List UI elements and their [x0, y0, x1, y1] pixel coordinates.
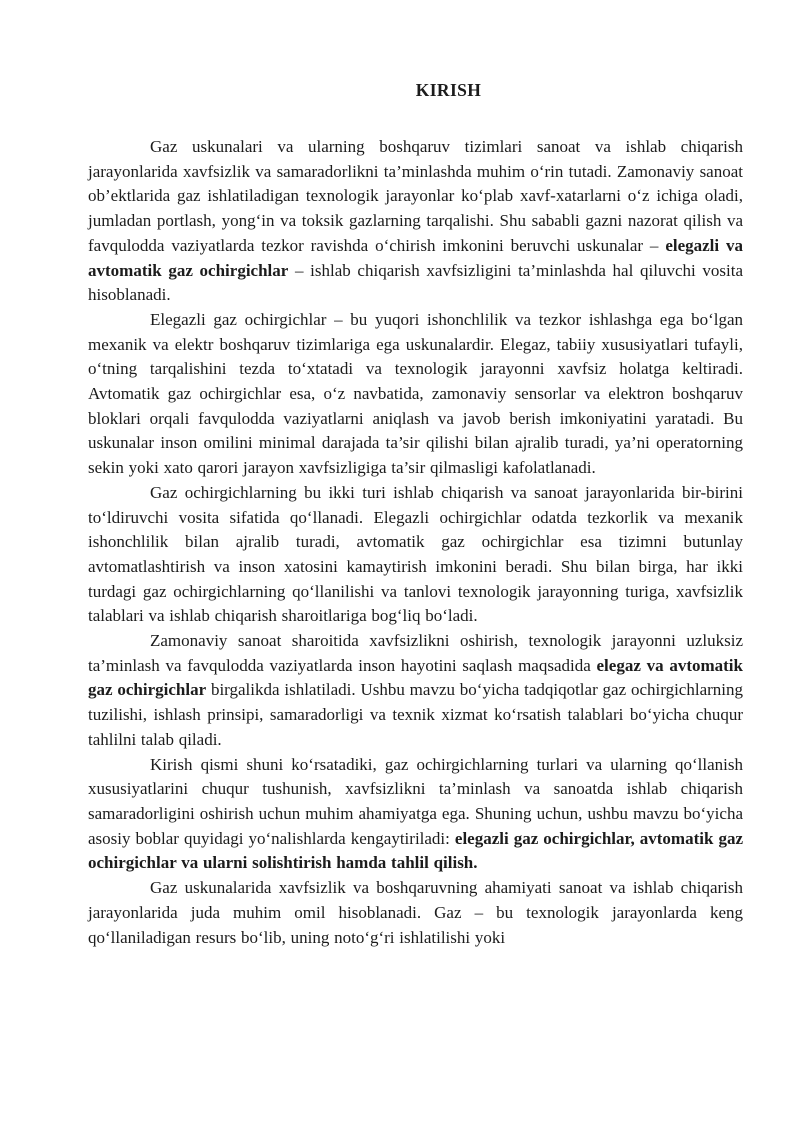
- paragraph: [88, 876, 743, 950]
- text-run: Kirish qismi shuni ko‘rsatadiki, gaz ochirgichlarning turlari va ularning qo‘llanish xususiyatlarini chuqur tushunish, xavfsizlikni ta’minlash va sanoatda ishlab chiqarish samaradorligini oshirish uchun muhim ahamiyatga ega. Shuning uchun, ushbu mavzu bo‘yicha asosiy boblar quyidagi yo‘nalishlarda kengaytiriladi:: [88, 754, 743, 848]
- text-run: Gaz uskunalari va ularning boshqaruv tizimlari sanoat va ishlab chiqarish jarayonlarida xavfsizlik va samaradorlikni ta’minlashda muhim o‘rin tutadi. Zamonaviy sanoat ob’ektlarida gaz ishlatiladigan texnologik jarayonlar ko‘plab xavf-xatarlarni o‘z ichiga oladi, jumladan portlash, yong‘in va toksik gazlarning tarqalishi. Shu sababli gazni nazorat qilish va favqulodda vaziyatlarda tezkor ravishda o‘chirish imkonini beruvchi uskunalar –: [88, 137, 743, 255]
- bold-text-run: elegaz va avtomatik gaz ochirgichlar: [88, 655, 743, 700]
- text-run: birgalikda ishlatiladi. Ushbu mavzu bo‘yicha tadqiqotlar gaz ochirgichlarning tuzilishi, ishlash prinsipi, samaradorligi va texnik xizmat ko‘rsatish talablari bo‘yicha chuqur tahlilni talab qiladi.: [88, 680, 743, 749]
- paragraph: [88, 629, 743, 753]
- text-run: Elegazli gaz ochirgichlar – bu yuqori ishonchlilik va tezkor ishlashga ega bo‘lgan mexanik va elektr boshqaruv tizimlariga ega uskunalardir. Elegaz, tabiiy xususiyatlari tufayli, o‘tning tarqalishini tezda to‘xtatadi va texnologik jarayonni xavfsiz holatga keltiradi. Avtomatik gaz ochirgichlar esa, o‘z navbatida, zamonaviy sensorlar va elektron boshqaruv bloklari orqali favqulodda vaziyatlarni aniqlash va javob berish imkoniyatini yaratadi. Bu uskunalar inson omilini minimal darajada ta’sir qilishi bilan ajralib turadi, ya’ni operatorning sekin yoki xato qarori jarayon xavfsizligiga ta’sir qilmasligi kafolatlanadi.: [88, 309, 743, 478]
- page-title: KIRISH: [415, 80, 482, 100]
- text-run: Zamonaviy sanoat sharoitida xavfsizlikni oshirish, texnologik jarayonni uzluksiz ta’minlash va favqulodda vaziyatlarda inson hayotini saqlash maqsadida: [88, 631, 743, 675]
- document-body: [88, 135, 743, 950]
- paragraph: [88, 753, 743, 877]
- bold-text-run: elegazli gaz ochirgichlar, avtomatik gaz ochirgichlar va ularni solishtirish hamda tahlil qilish.: [88, 828, 743, 873]
- paragraph: [88, 481, 743, 629]
- paragraph: [88, 308, 743, 481]
- text-run: Gaz uskunalarida xavfsizlik va boshqaruvning ahamiyati sanoat va ishlab chiqarish jarayonlarida juda muhim omil hisoblanadi. Gaz – bu texnologik jarayonlarda keng qo‘llaniladigan resurs bo‘lib, uning noto‘g‘ri ishlatilishi yoki: [88, 878, 743, 947]
- text-run: – ishlab chiqarish xavfsizligini ta’minlashda hal qiluvchi vosita hisoblanadi.: [88, 260, 743, 305]
- text-run: Gaz ochirgichlarning bu ikki turi ishlab chiqarish va sanoat jarayonlarida bir-birini to‘ldiruvchi vosita sifatida qo‘llanadi. Elegazli ochirgichlar odatda tezkorlik va mexanik ishonchlilik bilan ajralib turadi, avtomatik gaz ochirgichlar esa tizimni butunlay avtomatlashtirish va inson xatosini kamaytirish imkonini beradi. Shu bilan birga, har ikki turdagi gaz ochirgichlarning qo‘llanilishi va tanlovi texnologik jarayonning turiga, xavfsizlik talablari va ishlab chiqarish sharoitlariga bog‘liq bo‘ladi.: [88, 482, 743, 626]
- paragraph: [88, 135, 743, 308]
- bold-text-run: elegazli va avtomatik gaz ochirgichlar: [88, 235, 743, 280]
